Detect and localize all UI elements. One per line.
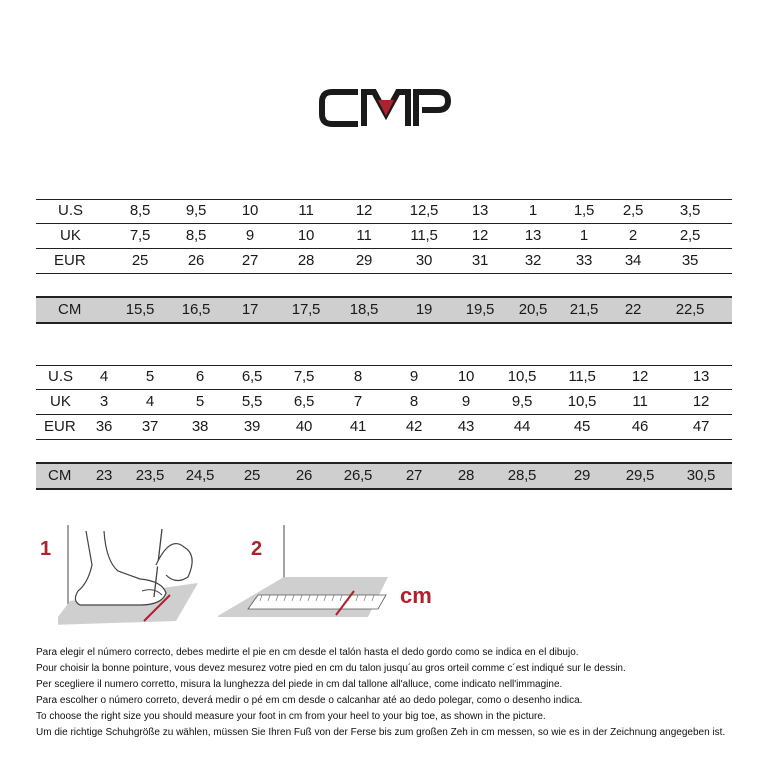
instruction-de: Um die richtige Schuhgröße zu wählen, müssen Sie Ihren Fuß von der Ferse bis zum großen Zeh in cm messen, so wie es in der Zeichnung angegeben ist. [36,727,726,738]
step-2-number: 2 [251,538,263,560]
cell: 3,5 [679,202,701,219]
cell: 7,5 [129,227,151,244]
cell: 5,5 [241,393,263,410]
cell: 42 [405,418,423,435]
cell: 12,5 [409,202,439,219]
cell: 13 [692,368,710,385]
cell: 6,5 [241,368,263,385]
cell: 11 [632,393,648,410]
cell: 4 [99,368,109,385]
cell: 47 [692,418,710,435]
cell: 4 [145,393,155,410]
row-eur [36,415,732,440]
cell: 27 [241,252,259,269]
cell: 41 [349,418,367,435]
cell: 22,5 [675,301,705,318]
cell: 11,5 [568,368,596,385]
cell: 2,5 [622,202,644,219]
cell: 26 [295,467,313,484]
cell: 2,5 [679,227,701,244]
cell: 33 [575,252,593,269]
cell: 23,5 [135,467,165,484]
row-label-cm: CM [58,301,82,318]
cell: 39 [243,418,261,435]
cell: 28 [297,252,315,269]
cell: 1,5 [573,202,595,219]
cell: 6,5 [293,393,315,410]
row-uk [36,390,732,415]
cell: 30,5 [686,467,716,484]
cell: 29 [573,467,591,484]
cm-unit-label: cm [400,583,432,608]
row-us [36,199,732,224]
cell: 34 [624,252,642,269]
cell: 9,5 [185,202,207,219]
cell: 8 [353,368,363,385]
cell: 29,5 [625,467,655,484]
cell: 28,5 [507,467,537,484]
cell: 12 [471,227,489,244]
row-cm [36,462,732,490]
row-label-eur: EUR [54,252,86,269]
cell: 10,5 [507,368,537,385]
cell: 38 [191,418,209,435]
cell: 35 [681,252,699,269]
row-label-uk: UK [60,227,81,244]
cell: 20,5 [518,301,548,318]
ruler-measure-illustration [218,525,398,625]
cell: 24,5 [185,467,215,484]
row-label-us: U.S [58,202,84,219]
instruction-en: To choose the right size you should measure your foot in cm from your heel to your big toe, as shown in the picture. [36,711,546,722]
cell: 27 [405,467,423,484]
instruction-pt: Para escolher o número correto, deverá medir o pé em cm desde o calcanhar até ao dedo polegar, como o desenho indica. [36,695,583,706]
cell: 12 [355,202,373,219]
cell: 29 [355,252,373,269]
cell: 17,5 [291,301,321,318]
cell: 7,5 [293,368,315,385]
measurement-instructions [36,645,756,741]
cell: 11 [298,202,314,219]
row-label-cm: CM [48,467,72,484]
cell: 43 [457,418,475,435]
cell: 9 [461,393,471,410]
cell: 9 [245,227,255,244]
cell: 22 [624,301,642,318]
cell: 23 [95,467,113,484]
cell: 8,5 [129,202,151,219]
cell: 15,5 [125,301,155,318]
cell: 9 [409,368,419,385]
cell: 10 [241,202,259,219]
cell: 19 [415,301,433,318]
cell: 44 [513,418,531,435]
cell: 12 [631,368,649,385]
cell: 18,5 [349,301,379,318]
cell: 10 [457,368,475,385]
cell: 40 [295,418,313,435]
cell: 30 [415,252,433,269]
cmp-logo [318,88,452,128]
cell: 11,5 [410,227,438,244]
row-label-us: U.S [48,368,74,385]
cell: 1 [528,202,538,219]
cell: 11 [356,227,372,244]
cell: 12 [692,393,710,410]
cell: 10,5 [567,393,597,410]
cell: 19,5 [465,301,495,318]
cell: 17 [241,301,259,318]
cell: 32 [524,252,542,269]
cell: 46 [631,418,649,435]
cell: 28 [457,467,475,484]
step-1-number: 1 [40,538,52,560]
foot-measure-illustration [58,525,220,625]
cell: 26 [187,252,205,269]
cell: 8 [409,393,419,410]
cell: 45 [573,418,591,435]
cell: 5 [195,393,205,410]
cell: 31 [471,252,489,269]
row-label-eur: EUR [44,418,76,435]
cell: 36 [95,418,113,435]
cell: 7 [353,393,363,410]
cell: 6 [195,368,205,385]
row-label-uk: UK [50,393,71,410]
cell: 9,5 [511,393,533,410]
instruction-fr: Pour choisir la bonne pointure, vous devez mesurez votre pied en cm du talon jusqu´au gros orteil comme c´est indiqué sur le dessin. [36,663,626,674]
instruction-es: Para elegir el número correcto, debes medirte el pie en cm desde el talón hasta el dedo gordo como se indica en el dibujo. [36,647,579,658]
cell: 25 [131,252,149,269]
cell: 16,5 [181,301,211,318]
cell: 21,5 [569,301,599,318]
cell: 13 [524,227,542,244]
row-cm [36,296,732,324]
cell: 26,5 [343,467,373,484]
cell: 10 [297,227,315,244]
cell: 25 [243,467,261,484]
cell: 5 [145,368,155,385]
cell: 8,5 [185,227,207,244]
cell: 1 [579,227,589,244]
cell: 2 [628,227,638,244]
row-us [36,365,732,390]
cell: 37 [141,418,159,435]
row-uk [36,224,732,249]
cell: 13 [471,202,489,219]
row-eur [36,249,732,274]
instruction-it: Per scegliere il numero corretto, misura la lunghezza del piede in cm dal tallone all'alluce, come indicato nell'immagine. [36,679,563,690]
cell: 3 [99,393,109,410]
